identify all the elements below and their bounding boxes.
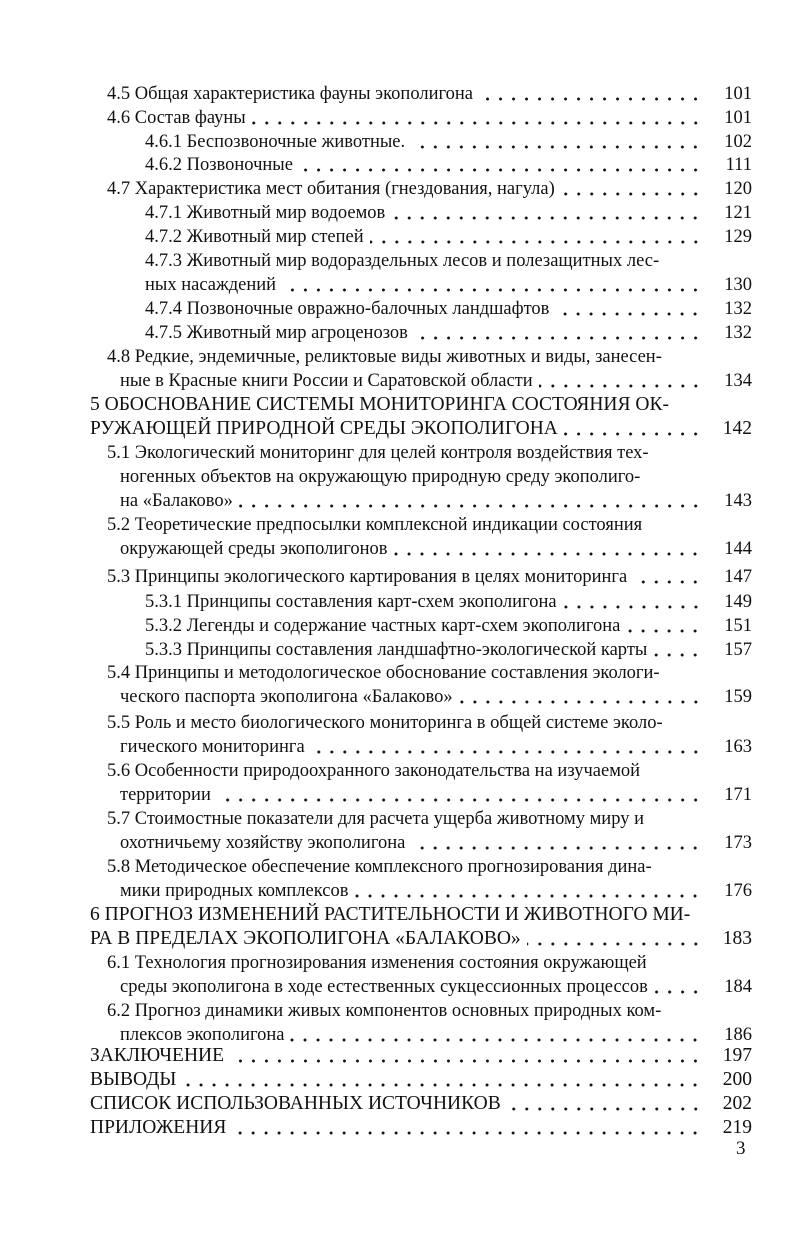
toc-entry-title: 5.4 Принципы и методологическое обоснование составления экологи- (107, 663, 660, 683)
toc-entry[interactable] (0, 1116, 752, 1140)
dot-leader (539, 384, 702, 388)
toc-entry[interactable] (0, 1044, 752, 1068)
toc-entry-title: ческого паспорта экополигона «Балаково» (120, 687, 453, 707)
toc-page-number: 147 (724, 567, 752, 587)
toc-entry-title: гического мониторинга (120, 737, 305, 757)
toc-entry-title: 5.3.2 Легенды и содержание частных карт-схем экополигона (145, 616, 621, 636)
toc-entry-title: 5.5 Роль и место биологического мониторинга в общей системе эколо- (107, 713, 663, 733)
toc-entry-title: 5.2 Теоретические предпосылки комплексной индикации состояния (107, 515, 643, 535)
toc-entry-title: 4.7.2 Животный мир степей (145, 227, 364, 247)
toc-entry-title: 6.1 Технология прогнозирования изменения состояния окружающей (107, 953, 647, 973)
toc-page-number: 202 (722, 1093, 752, 1114)
toc-page-number: 176 (724, 881, 752, 901)
toc-entry-title: ногенных объектов на окружающую природную среду экополиго- (120, 467, 641, 487)
toc-entry[interactable] (0, 177, 752, 201)
toc-entry-title: ВЫВОДЫ (90, 1069, 177, 1090)
toc-entry[interactable] (0, 1068, 752, 1092)
toc-page-number: 101 (724, 108, 752, 128)
toc-page-number: 132 (724, 323, 752, 343)
toc-entry[interactable] (0, 249, 752, 297)
toc-entry-title: ные в Красные книги России и Саратовской области (120, 371, 533, 391)
toc-entry[interactable] (0, 999, 752, 1047)
toc-page-number: 197 (722, 1045, 752, 1066)
toc-page-number: 102 (724, 132, 752, 152)
toc-page-number: 129 (724, 227, 752, 247)
toc-entry-title: РУЖАЮЩЕЙ ПРИРОДНОЙ СРЕДЫ ЭКОПОЛИГОНА (90, 418, 558, 439)
dot-leader (299, 168, 702, 172)
toc-entry[interactable] (0, 638, 752, 662)
toc-entry-title: плексов экополигона (120, 1025, 285, 1045)
toc-entry-title: 5.3 Принципы экологического картирования в целях мониторинга (107, 567, 628, 587)
toc-page-number: 183 (722, 928, 752, 949)
dot-leader (232, 1131, 702, 1135)
dot-leader (561, 192, 702, 196)
page-number: 3 (736, 1138, 746, 1159)
toc-page-number: 132 (724, 299, 752, 319)
toc-page-number: 120 (724, 179, 752, 199)
toc-entry-title: 4.6 Состав фауны (107, 108, 246, 128)
dot-leader (290, 1038, 702, 1042)
toc-entry-title: 4.6.2 Позвоночные (145, 155, 293, 175)
dot-leader (507, 1107, 702, 1111)
dot-leader (414, 336, 702, 340)
dot-leader (239, 504, 702, 508)
dot-leader (311, 750, 702, 754)
dot-leader (217, 798, 702, 802)
dot-leader (391, 216, 702, 220)
dot-leader (230, 1059, 702, 1063)
toc-entry-title: среды экополигона в ходе естественных сукцессионных процессов (120, 977, 648, 997)
dot-leader (527, 942, 702, 946)
toc-page-number: 171 (724, 785, 752, 805)
toc-entry-title: мики природных комплексов (120, 881, 349, 901)
toc-entry[interactable] (0, 130, 752, 154)
dot-leader (555, 312, 702, 316)
toc-entry-title: 4.5 Общая характеристика фауны экополигона (107, 84, 473, 104)
toc-entry-title: 6.2 Прогноз динамики живых компонентов основных природных ком- (107, 1001, 662, 1021)
toc-entry[interactable] (0, 614, 752, 638)
dot-leader (282, 288, 702, 292)
toc-entry[interactable] (0, 225, 752, 249)
toc-page-number: 111 (725, 155, 752, 175)
toc-page-number: 184 (724, 977, 752, 997)
toc-entry[interactable] (0, 106, 752, 130)
dot-leader (393, 552, 702, 556)
dot-leader (411, 846, 702, 850)
toc-entry[interactable] (0, 951, 752, 999)
toc-page-number: 173 (724, 833, 752, 853)
dot-leader (252, 121, 702, 125)
toc-entry[interactable] (0, 759, 752, 807)
toc-entry[interactable] (0, 661, 752, 709)
toc-entry-title: на «Балаково» (120, 491, 233, 511)
dot-leader (479, 97, 702, 101)
dot-leader (563, 605, 702, 609)
toc-page-number: 142 (722, 418, 752, 439)
toc-entry-title: окружающей среды экополигонов (120, 539, 388, 559)
toc-page-number: 186 (724, 1025, 752, 1045)
dot-leader (654, 990, 702, 994)
toc-entry[interactable] (0, 903, 752, 951)
toc-entry-title: 4.7.5 Животный мир агроценозов (145, 323, 408, 343)
toc-entry-title: 4.7.1 Животный мир водоемов (145, 203, 386, 223)
dot-leader (633, 580, 702, 584)
toc-page-number: 163 (724, 737, 752, 757)
toc-page-number: 157 (724, 640, 752, 660)
toc-entry-title: 4.7.4 Позвоночные овражно-балочных ландшафтов (145, 299, 550, 319)
toc-entry[interactable] (0, 711, 752, 759)
toc-entry[interactable] (0, 590, 752, 614)
toc-entry-title: СПИСОК ИСПОЛЬЗОВАННЫХ ИСТОЧНИКОВ (90, 1093, 501, 1114)
toc-entry[interactable] (0, 1092, 752, 1116)
toc-entry-title: 5.3.1 Принципы составления карт-схем экополигона (145, 592, 557, 612)
toc-entry[interactable] (0, 807, 752, 855)
toc-entry-title: 4.6.1 Беспозвоночные животные. (145, 132, 406, 152)
toc-entry-title: РА В ПРЕДЕЛАХ ЭКОПОЛИГОНА «БАЛАКОВО» (90, 928, 521, 949)
toc-entry[interactable] (0, 345, 752, 393)
dot-leader (626, 629, 702, 633)
toc-entry-title: 5.6 Особенности природоохранного законодательства на изучаемой (107, 761, 641, 781)
toc-entry-title: 4.7 Характеристика мест обитания (гнездования, нагула) (107, 179, 555, 199)
toc-entry[interactable] (0, 393, 752, 441)
toc-page-number: 200 (722, 1069, 752, 1090)
toc-entry[interactable] (0, 513, 752, 561)
toc-entry[interactable] (0, 855, 752, 903)
dot-leader (411, 145, 702, 149)
toc-entry-title: 4.7.3 Животный мир водораздельных лесов и полезащитных лес- (145, 251, 660, 271)
toc-page-number: 130 (724, 275, 752, 295)
toc-entry-title: 5.7 Стоимостные показатели для расчета ущерба животному миру и (107, 809, 644, 829)
toc-entry-title: 5 ОБОСНОВАНИЕ СИСТЕМЫ МОНИТОРИНГА СОСТОЯНИЯ ОК- (90, 394, 669, 415)
toc-entry[interactable] (0, 297, 752, 321)
toc-entry-title: территории (120, 785, 211, 805)
dot-leader (370, 240, 702, 244)
dot-leader (354, 894, 702, 898)
toc-entry[interactable] (0, 441, 752, 513)
toc-entry[interactable] (0, 321, 752, 345)
dot-leader (182, 1083, 702, 1087)
toc-entry[interactable] (0, 153, 752, 177)
toc-entry-title: ЗАКЛЮЧЕНИЕ (90, 1045, 225, 1066)
toc-entry-title: ПРИЛОЖЕНИЯ (90, 1117, 227, 1138)
toc-page-number: 144 (724, 539, 752, 559)
toc-page-number: 101 (724, 84, 752, 104)
toc-entry-title: ных насаждений (145, 275, 277, 295)
toc-page-number: 219 (722, 1117, 752, 1138)
toc-page-number: 151 (724, 616, 752, 636)
dot-leader (653, 653, 702, 657)
toc-entry[interactable] (0, 565, 752, 589)
toc-page-number: 149 (724, 592, 752, 612)
toc-entry-title: 6 ПРОГНОЗ ИЗМЕНЕНИЙ РАСТИТЕЛЬНОСТИ И ЖИВОТНОГО МИ- (90, 904, 691, 925)
toc-entry-title: 5.3.3 Принципы составления ландшафтно-экологической карты (145, 640, 648, 660)
toc-entry[interactable] (0, 82, 752, 106)
toc-entry[interactable] (0, 201, 752, 225)
toc-entry-title: охотничьему хозяйству экополигона (120, 833, 406, 853)
toc-entry-title: 5.8 Методическое обеспечение комплексного прогнозирования дина- (107, 857, 652, 877)
toc-page-number: 134 (724, 371, 752, 391)
dot-leader (564, 432, 702, 436)
toc-page-number: 121 (724, 203, 752, 223)
toc-page-number: 143 (724, 491, 752, 511)
toc-entry-title: 5.1 Экологический мониторинг для целей контроля воздействия тех- (107, 443, 649, 463)
dot-leader (459, 700, 702, 704)
toc-page-number: 159 (724, 687, 752, 707)
toc-entry-title: 4.8 Редкие, эндемичные, реликтовые виды животных и виды, занесен- (107, 347, 662, 367)
